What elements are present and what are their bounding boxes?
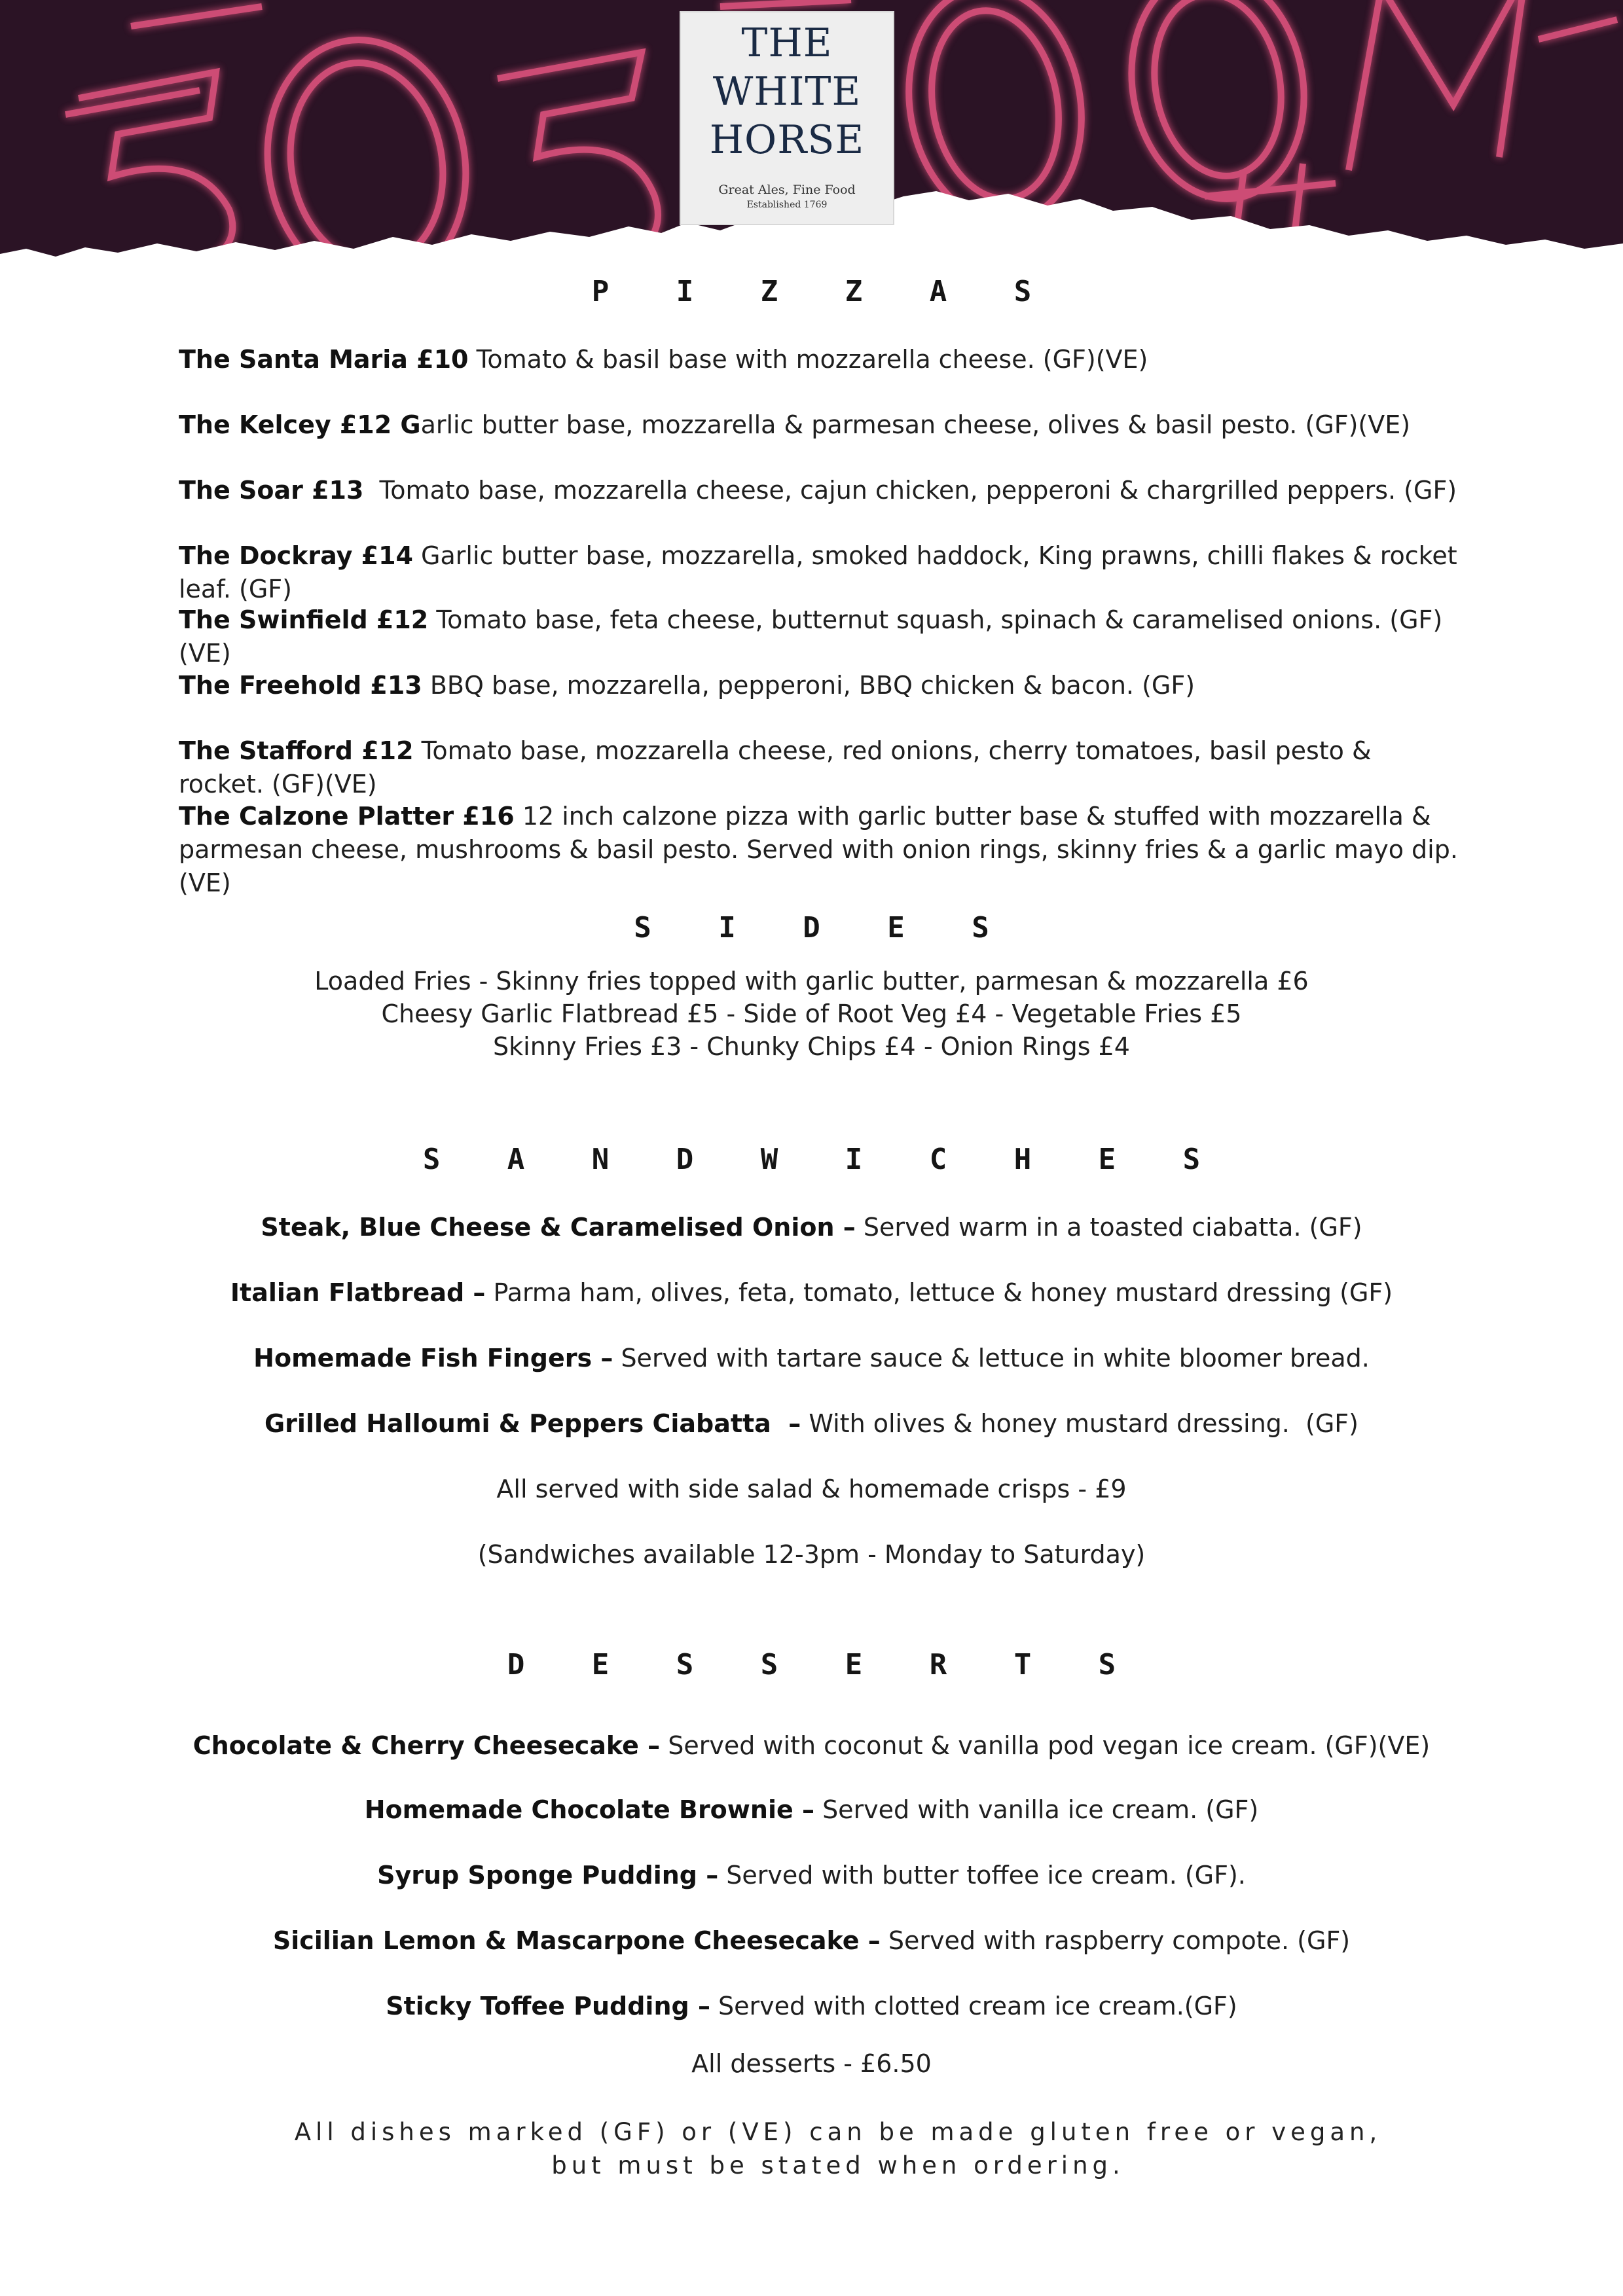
item-description: 12 inch calzone pizza with garlic butter base & stuffed with mozzarella & parmesan cheese, mushrooms & basil pesto. Served with onion rings, skinny fries & a garlic mayo dip.(VE) <box>179 802 1458 897</box>
item-description: With olives & honey mustard dressing. (GF) <box>801 1409 1359 1438</box>
item-name: The Santa Maria £10 <box>179 345 469 374</box>
item-name: Grilled Halloumi & Peppers Ciabatta – <box>264 1409 801 1438</box>
item-description: Tomato base, mozzarella cheese, red onions, cherry tomatoes, basil pesto & rocket. (GF)(VE) <box>179 736 1372 798</box>
item-description: arlic butter base, mozzarella & parmesan cheese, olives & basil pesto. (GF)(VE) <box>420 410 1411 439</box>
menu-item <box>179 343 1462 376</box>
item-name: Sticky Toffee Pudding – <box>386 1992 710 2020</box>
header-banner <box>0 0 1623 275</box>
logo-name-line-2: WHITE <box>712 69 862 115</box>
item-name: The Soar £13 <box>179 476 364 505</box>
menu-item <box>0 1276 1623 1310</box>
item-description: Served with tartare sauce & lettuce in white bloomer bread. <box>613 1344 1370 1372</box>
menu-item <box>0 1211 1623 1244</box>
item-name: Italian Flatbread – <box>230 1278 486 1307</box>
menu-item <box>0 1729 1623 1763</box>
item-description: Served with coconut & vanilla pod vegan ice cream. (GF)(VE) <box>660 1731 1431 1760</box>
item-description: Served with clotted cream ice cream.(GF) <box>710 1992 1237 2020</box>
desserts-heading: D E S S E R T S <box>507 1648 1141 1681</box>
item-name: The Calzone Platter £16 <box>179 802 515 831</box>
item-name: The Stafford £12 <box>179 736 414 765</box>
menu-item <box>179 603 1462 670</box>
menu-item <box>179 474 1462 507</box>
sides-heading: S I D E S <box>634 911 1014 944</box>
pizzas-heading: P I Z Z A S <box>591 275 1057 308</box>
item-name: Homemade Chocolate Brownie – <box>364 1795 814 1824</box>
item-description: Tomato base, feta cheese, butternut squash, spinach & caramelised onions. (GF)(VE) <box>179 605 1443 668</box>
item-description: Served warm in a toasted ciabatta. (GF) <box>855 1213 1362 1242</box>
item-name: The Dockray £14 <box>179 541 413 570</box>
menu-item <box>179 734 1462 801</box>
item-description: Served with raspberry compote. (GF) <box>880 1926 1351 1955</box>
menu-item <box>0 1990 1623 2023</box>
logo-name-line-3: HORSE <box>709 117 865 163</box>
sides-line: Skinny Fries £3 - Chunky Chips £4 - Onion Rings £4 <box>493 1032 1130 1061</box>
item-name: Homemade Fish Fingers – <box>253 1344 613 1372</box>
item-name: Steak, Blue Cheese & Caramelised Onion – <box>261 1213 856 1242</box>
item-description: Tomato base, mozzarella cheese, cajun chicken, pepperoni & chargrilled peppers. (GF) <box>363 476 1457 505</box>
item-name: The Swinfield £12 <box>179 605 429 634</box>
logo <box>680 11 894 225</box>
item-name: Sicilian Lemon & Mascarpone Cheesecake – <box>272 1926 881 1955</box>
item-description: Parma ham, olives, feta, tomato, lettuce & honey mustard dressing (GF) <box>485 1278 1393 1307</box>
menu-item <box>179 800 1462 900</box>
item-description: Served with butter toffee ice cream. (GF). <box>718 1861 1246 1890</box>
sandwiches-price-note: All served with side salad & homemade crisps - £9 <box>496 1475 1127 1503</box>
menu-item <box>179 669 1462 702</box>
item-name: The Freehold £13 <box>179 671 422 700</box>
desserts-price-note: All desserts - £6.50 <box>691 2049 932 2078</box>
item-name: Chocolate & Cherry Cheesecake – <box>192 1731 661 1760</box>
sides-line: Loaded Fries - Skinny fries topped with garlic butter, parmesan & mozzarella £6 <box>314 967 1309 996</box>
sandwiches-availability: (Sandwiches available 12-3pm - Monday to Saturday) <box>477 1540 1146 1569</box>
logo-name-line-1: THE <box>741 20 833 66</box>
menu-item <box>0 1924 1623 1958</box>
item-description: Served with vanilla ice cream. (GF) <box>814 1795 1259 1824</box>
menu-item <box>0 1859 1623 1892</box>
item-name: Syrup Sponge Pudding – <box>377 1861 719 1890</box>
logo-established: Established 1769 <box>746 200 828 210</box>
menu-item <box>0 1342 1623 1375</box>
item-description: BBQ base, mozzarella, pepperoni, BBQ chicken & bacon. (GF) <box>422 671 1195 700</box>
sandwiches-heading: S A N D W I C H E S <box>422 1143 1226 1176</box>
sides-line: Cheesy Garlic Flatbread £5 - Side of Root Veg £4 - Vegetable Fries £5 <box>381 999 1242 1028</box>
item-name: The Kelcey £12 G <box>179 410 421 439</box>
menu-item <box>0 1793 1623 1827</box>
dietary-footnote: All dishes marked (GF) or (VE) can be made gluten free or vegan, but must be stated when ordering. <box>294 2118 1382 2179</box>
menu-item <box>0 1407 1623 1441</box>
item-description: Tomato & basil base with mozzarella cheese. (GF)(VE) <box>468 345 1148 374</box>
menu-item <box>179 408 1462 442</box>
item-description: Garlic butter base, mozzarella, smoked haddock, King prawns, chilli flakes & rocket leaf. (GF) <box>179 541 1457 603</box>
logo-tagline: Great Ales, Fine Food <box>718 183 856 197</box>
menu-item <box>179 539 1462 606</box>
